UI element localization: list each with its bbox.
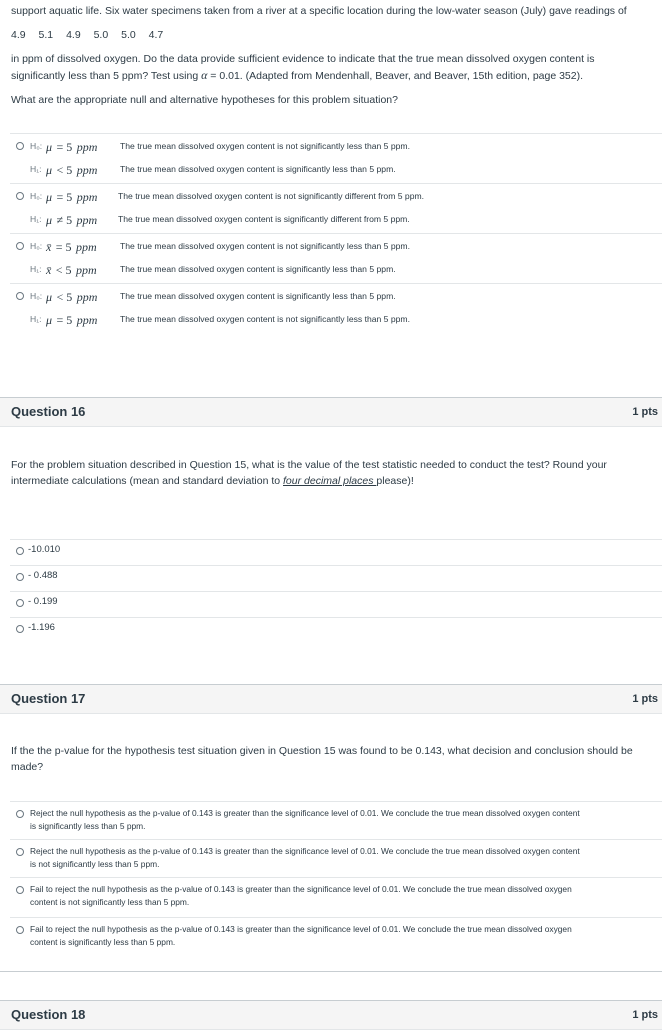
question-17-title: Question 17 <box>11 691 86 706</box>
radio-button[interactable] <box>16 242 24 250</box>
mu-symbol: μ <box>46 163 53 177</box>
unit: ppm <box>76 190 98 204</box>
radio-button[interactable] <box>16 599 24 607</box>
q15-option-2[interactable] <box>10 184 662 232</box>
intro-line-4a: significantly less than 5 ppm? Test using <box>11 70 202 82</box>
radio-button[interactable] <box>16 192 24 200</box>
q17-option-4[interactable] <box>10 918 662 954</box>
q15-option-1[interactable] <box>10 134 662 182</box>
q17-option-2[interactable] <box>10 840 662 876</box>
h0-description: The true mean dissolved oxygen content is not significantly less than 5 ppm. <box>120 141 410 151</box>
radio-button[interactable] <box>16 848 24 856</box>
mu-symbol: μ <box>46 140 53 154</box>
q16-text-line-2 <box>11 473 414 489</box>
q17-text-line-1: If the the p-value for the hypothesis test situation given in Question 15 was found to be 0.143, what decision and conclusion should be <box>11 745 633 757</box>
q16-text-line-1: For the problem situation described in Question 15, what is the value of the test statistic needed to conduct the test? Round your <box>11 459 607 471</box>
radio-button[interactable] <box>16 625 24 633</box>
alpha-symbol: α <box>201 68 208 82</box>
reading-4: 5.0 <box>93 29 109 41</box>
unit: ppm <box>76 163 98 177</box>
option-label: -10.010 <box>28 544 61 555</box>
q17-text-line-2: made? <box>11 761 44 773</box>
question-17-points: 1 pts <box>632 693 658 705</box>
question-16-title: Question 16 <box>11 404 86 419</box>
decimal-places-link[interactable]: four decimal places <box>283 475 377 487</box>
intro-line-3: in ppm of dissolved oxygen. Do the data provide sufficient evidence to indicate that the true mean dissolved oxygen content is <box>11 53 595 65</box>
xbar-symbol: x̄ <box>46 240 52 254</box>
h0-label: H₀: <box>30 241 43 251</box>
intro-line-4 <box>11 67 583 84</box>
relation: < 5 <box>56 290 73 304</box>
question-separator <box>0 971 662 972</box>
h1-description: The true mean dissolved oxygen content is significantly less than 5 ppm. <box>120 264 396 274</box>
h0-description: The true mean dissolved oxygen content is not significantly different from 5 ppm. <box>118 191 425 201</box>
question-16-points: 1 pts <box>632 406 658 418</box>
option-line-1: Reject the null hypothesis as the p-value of 0.143 is greater than the significance level of 0.01. We conclude the true mean dissolved oxygen content <box>30 846 580 856</box>
option-label: - 0.199 <box>28 596 58 607</box>
question-16-header <box>0 397 662 427</box>
reading-5: 5.0 <box>121 29 136 41</box>
radio-button[interactable] <box>16 142 24 150</box>
intro-line-1: support aquatic life. Six water specimens taken from a river at a specific location during the low-water season (July) gave readings of <box>11 5 627 17</box>
option-line-2: content is significantly less than 5 ppm. <box>30 937 176 947</box>
unit: ppm <box>76 290 98 304</box>
option-line-1: Fail to reject the null hypothesis as the p-value of 0.143 is greater than the significance level of 0.01. We conclude the true mean dissolved oxygen <box>30 884 572 894</box>
radio-button[interactable] <box>16 292 24 300</box>
unit: ppm <box>76 240 97 254</box>
q15-option-4[interactable] <box>10 284 662 332</box>
readings <box>11 27 163 43</box>
radio-button[interactable] <box>16 810 24 818</box>
h0-description: The true mean dissolved oxygen content is significantly less than 5 ppm. <box>120 291 396 301</box>
h1-description: The true mean dissolved oxygen content is not significantly less than 5 ppm. <box>120 314 410 324</box>
h1-label: H₁: <box>30 264 42 274</box>
radio-button[interactable] <box>16 573 24 581</box>
h1-expression <box>46 261 97 279</box>
h0-expression <box>46 288 97 306</box>
question-18-header <box>0 1000 662 1030</box>
radio-button[interactable] <box>16 547 24 555</box>
h1-label: H₁: <box>30 164 42 174</box>
question-17-header <box>0 684 662 714</box>
unit: ppm <box>76 263 97 277</box>
h1-description: The true mean dissolved oxygen content is significantly different from 5 ppm. <box>118 214 410 224</box>
q17-option-3[interactable] <box>10 878 662 914</box>
relation: = 5 <box>56 190 73 204</box>
mu-symbol: μ <box>46 290 53 304</box>
q17-option-1[interactable] <box>10 802 662 838</box>
h1-description: The true mean dissolved oxygen content is significantly less than 5 ppm. <box>120 164 396 174</box>
h0-description: The true mean dissolved oxygen content is not significantly less than 5 ppm. <box>120 241 410 251</box>
h0-label: H₀: <box>30 191 43 201</box>
h0-expression <box>46 188 97 206</box>
reading-6: 4.7 <box>148 29 164 41</box>
q16-option-4[interactable] <box>10 618 662 642</box>
h1-expression <box>46 311 97 329</box>
question-18-title: Question 18 <box>11 1007 86 1022</box>
h1-label: H₁: <box>30 214 42 224</box>
option-line-2: is significantly less than 5 ppm. <box>30 821 146 831</box>
q16-option-3[interactable] <box>10 592 662 616</box>
intro-line-4b: = 0.01. (Adapted from Mendenhall, Beaver, and Beaver, 15th edition, page 352). <box>207 70 584 82</box>
unit: ppm <box>76 213 98 227</box>
h0-label: H₀: <box>30 291 43 301</box>
q16-text-c: please)! <box>376 475 414 487</box>
radio-button[interactable] <box>16 886 24 894</box>
option-line-2: is not significantly less than 5 ppm. <box>30 859 160 869</box>
h1-expression <box>46 161 97 179</box>
q16-text-b: intermediate calculations (mean and standard deviation to <box>11 475 283 487</box>
reading-3: 4.9 <box>66 29 81 41</box>
option-line-1: Reject the null hypothesis as the p-value of 0.143 is greater than the significance level of 0.01. We conclude the true mean dissolved oxygen content <box>30 808 580 818</box>
reading-2: 5.1 <box>38 29 54 41</box>
question-18-points: 1 pts <box>632 1009 658 1021</box>
unit: ppm <box>76 140 98 154</box>
mu-symbol: μ <box>46 190 53 204</box>
xbar-symbol: x̄ <box>46 263 52 277</box>
h0-label: H₀: <box>30 141 43 151</box>
relation: = 5 <box>55 240 72 254</box>
q16-option-2[interactable] <box>10 566 662 590</box>
relation: = 5 <box>56 313 73 327</box>
radio-button[interactable] <box>16 926 24 934</box>
mu-symbol: μ <box>46 313 53 327</box>
q16-option-1[interactable] <box>10 540 662 564</box>
h1-expression <box>46 211 97 229</box>
h1-label: H₁: <box>30 314 42 324</box>
unit: ppm <box>76 313 98 327</box>
h0-expression <box>46 238 97 256</box>
q15-option-3[interactable] <box>10 234 662 282</box>
option-line-1: Fail to reject the null hypothesis as the p-value of 0.143 is greater than the significance level of 0.01. We conclude the true mean dissolved oxygen <box>30 924 572 934</box>
relation: < 5 <box>55 263 72 277</box>
h0-expression <box>46 138 97 156</box>
relation: ≠ 5 <box>56 213 73 227</box>
reading-1: 4.9 <box>11 29 26 41</box>
relation: = 5 <box>56 140 73 154</box>
option-label: -1.196 <box>28 622 55 633</box>
option-line-2: content is not significantly less than 5 ppm. <box>30 897 190 907</box>
q15-question: What are the appropriate null and alternative hypotheses for this problem situation? <box>11 94 398 106</box>
relation: < 5 <box>56 163 73 177</box>
mu-symbol: μ <box>46 213 53 227</box>
option-label: - 0.488 <box>28 570 58 581</box>
